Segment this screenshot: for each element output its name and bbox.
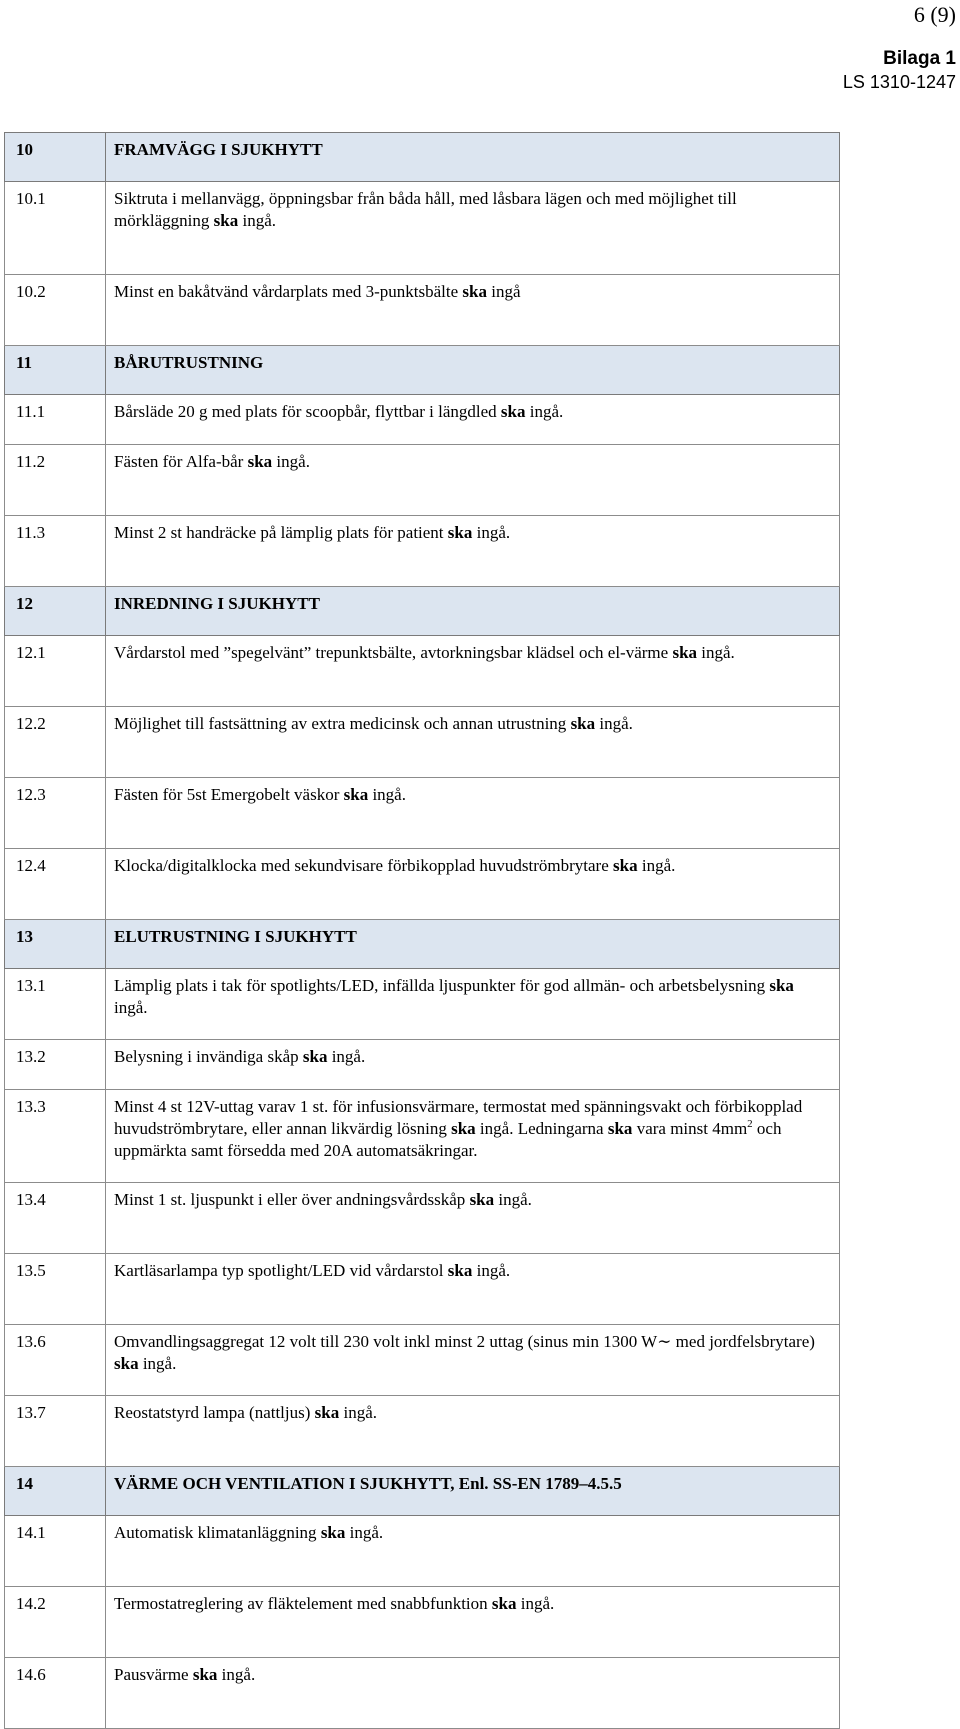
requirement-number: 13.6 — [5, 1325, 106, 1396]
requirement-row-12-2 — [5, 707, 840, 778]
requirement-row-14-6 — [5, 1658, 840, 1729]
requirement-number: 14.2 — [5, 1587, 106, 1658]
requirement-number: 12.2 — [5, 707, 106, 778]
requirement-number: 10.2 — [5, 275, 106, 346]
requirement-row-12-3 — [5, 778, 840, 849]
section-number: 13 — [5, 920, 106, 969]
section-row-12 — [5, 587, 840, 636]
requirement-number: 13.1 — [5, 969, 106, 1040]
requirement-row-13-6 — [5, 1325, 840, 1396]
requirements-table — [4, 132, 840, 1729]
requirement-row-13-5 — [5, 1254, 840, 1325]
requirement-number: 11.1 — [5, 395, 106, 445]
requirement-text: Automatisk klimatanläggning ska ingå. — [106, 1516, 840, 1587]
attachment-label: Bilaga 1 — [883, 48, 956, 69]
requirement-number: 13.3 — [5, 1090, 106, 1183]
requirement-row-10-1 — [5, 182, 840, 275]
requirement-number: 10.1 — [5, 182, 106, 275]
requirement-number: 11.2 — [5, 445, 106, 516]
requirement-row-13-7 — [5, 1396, 840, 1467]
section-title: VÄRME OCH VENTILATION I SJUKHYTT, Enl. SS-EN 1789–4.5.5 — [106, 1467, 840, 1516]
requirement-text: Fästen för Alfa-bår ska ingå. — [106, 445, 840, 516]
requirement-row-12-4 — [5, 849, 840, 920]
section-row-13 — [5, 920, 840, 969]
section-title: FRAMVÄGG I SJUKHYTT — [106, 133, 840, 182]
section-title: ELUTRUSTNING I SJUKHYTT — [106, 920, 840, 969]
requirement-text: Möjlighet till fastsättning av extra medicinsk och annan utrustning ska ingå. — [106, 707, 840, 778]
requirement-row-13-4 — [5, 1183, 840, 1254]
requirement-text: Lämplig plats i tak för spotlights/LED, infällda ljuspunkter för god allmän- och arbetsbelysning ska ingå. — [106, 969, 840, 1040]
reference-number: LS 1310-1247 — [842, 72, 956, 92]
requirement-row-14-2 — [5, 1587, 840, 1658]
requirement-row-13-2 — [5, 1040, 840, 1090]
requirement-text: Minst 4 st 12V-uttag varav 1 st. för infusionsvärmare, termostat med spänningsvakt och förbikopplad huvudströmbrytare, eller annan likvärdig lösning ska ingå. Ledningarna ska vara minst $4mm^2$ och uppmärkta samt försedda med 20A automatsäkringar. — [106, 1090, 840, 1183]
section-number: 12 — [5, 587, 106, 636]
requirement-number: 11.3 — [5, 516, 106, 587]
requirement-text: Omvandlingsaggregat 12 volt till 230 volt inkl minst 2 uttag (sinus min 1300 W∼ med jordfelsbrytare) ska ingå. — [106, 1325, 840, 1396]
requirement-number: 13.4 — [5, 1183, 106, 1254]
requirement-number: 13.5 — [5, 1254, 106, 1325]
requirement-row-13-3 — [5, 1090, 840, 1183]
requirement-text: Siktruta i mellanvägg, öppningsbar från båda håll, med låsbara lägen och med möjlighet till mörkläggning ska ingå. — [106, 182, 840, 275]
requirement-row-11-1 — [5, 395, 840, 445]
requirement-text: Minst en bakåtvänd vårdarplats med 3-punktsbälte ska ingå — [106, 275, 840, 346]
requirement-text: Belysning i invändiga skåp ska ingå. — [106, 1040, 840, 1090]
section-row-11 — [5, 346, 840, 395]
requirement-row-11-3 — [5, 516, 840, 587]
requirement-text: Vårdarstol med ”spegelvänt” trepunktsbälte, avtorkningsbar klädsel och el-värme ska ingå. — [106, 636, 840, 707]
section-row-10 — [5, 133, 840, 182]
requirement-number: 12.4 — [5, 849, 106, 920]
section-number: 10 — [5, 133, 106, 182]
requirement-text: Reostatstyrd lampa (nattljus) ska ingå. — [106, 1396, 840, 1467]
requirement-text: Termostatreglering av fläktelement med snabbfunktion ska ingå. — [106, 1587, 840, 1658]
requirement-row-12-1 — [5, 636, 840, 707]
requirement-row-10-2 — [5, 275, 840, 346]
section-number: 11 — [5, 346, 106, 395]
requirement-text: Minst 2 st handräcke på lämplig plats för patient ska ingå. — [106, 516, 840, 587]
requirement-row-11-2 — [5, 445, 840, 516]
requirement-text: Fästen för 5st Emergobelt väskor ska ingå. — [106, 778, 840, 849]
requirement-number: 14.1 — [5, 1516, 106, 1587]
section-row-14 — [5, 1467, 840, 1516]
requirement-number: 14.6 — [5, 1658, 106, 1729]
requirement-text: Klocka/digitalklocka med sekundvisare förbikopplad huvudströmbrytare ska ingå. — [106, 849, 840, 920]
requirement-row-13-1 — [5, 969, 840, 1040]
section-number: 14 — [5, 1467, 106, 1516]
section-title: BÅRUTRUSTNING — [106, 346, 840, 395]
requirement-text: Bårsläde 20 g med plats för scoopbår, flyttbar i längdled ska ingå. — [106, 395, 840, 445]
requirement-number: 13.2 — [5, 1040, 106, 1090]
requirement-text: Pausvärme ska ingå. — [106, 1658, 840, 1729]
requirement-row-14-1 — [5, 1516, 840, 1587]
section-title: INREDNING I SJUKHYTT — [106, 587, 840, 636]
requirement-text: Minst 1 st. ljuspunkt i eller över andningsvårdsskåp ska ingå. — [106, 1183, 840, 1254]
requirement-number: 12.1 — [5, 636, 106, 707]
requirement-text: Kartläsarlampa typ spotlight/LED vid vårdarstol ska ingå. — [106, 1254, 840, 1325]
requirement-number: 12.3 — [5, 778, 106, 849]
page-number: 6 (9) — [913, 2, 956, 27]
requirement-number: 13.7 — [5, 1396, 106, 1467]
